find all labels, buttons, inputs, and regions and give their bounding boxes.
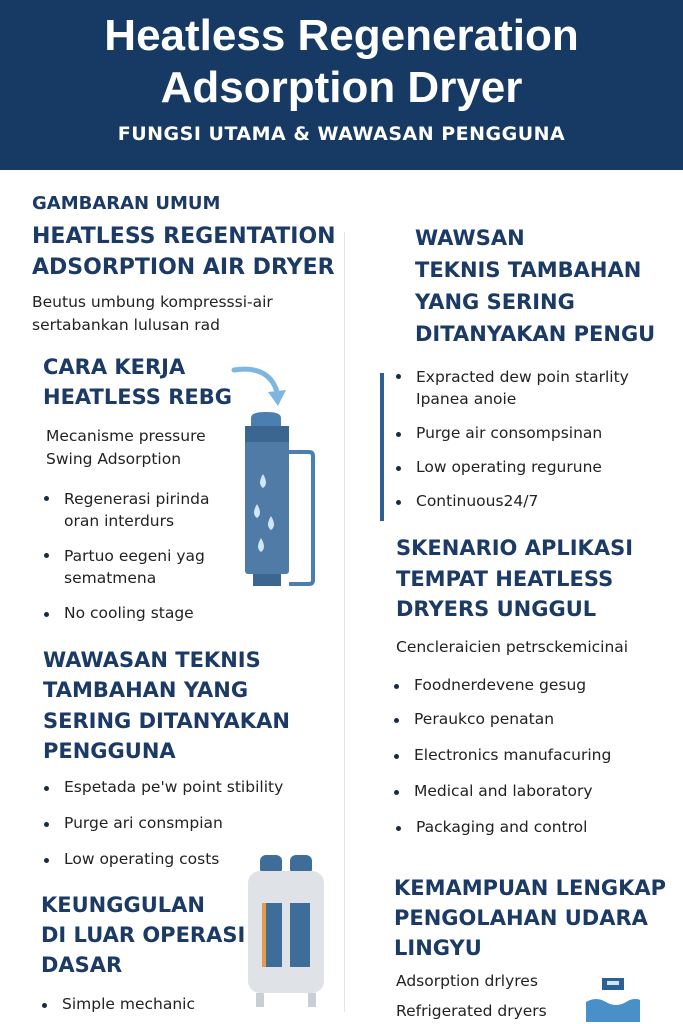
capabilities-item-1: Adsorption drlyres [396,972,538,990]
insights-left-bullet-3: Low operating costs [42,850,219,868]
insights-left-title-line1: WAWASAN TEKNIS [43,648,261,672]
insights-left-bullet-2: Purge ari consmpian [42,814,223,832]
insights-left-bullet-1: Espetada pe'w point stibility [42,778,283,796]
insights-right-bullet-1a: Expracted dew poin starlity Ipanea anoie [394,366,629,410]
overview-kicker: GAMBARAN UMUM [32,193,221,214]
overview-desc-line1: Beutus umbung kompresssi-air [32,293,273,311]
overview-title-line1: HEATLESS REGENTATION [32,224,336,249]
how-it-works-title-line1: CARA KERJA [43,355,186,379]
scenarios-title-line2: TEMPAT HEATLESS [396,567,614,591]
advantages-title-line1: KEUNGGULAN [41,893,205,917]
insights-right-bullet-2: Purge air consompsinan [394,424,602,442]
capabilities-item-2: Refrigerated dryers [396,1002,547,1020]
insights-left-title-line4: PENGGUNA [43,739,176,763]
insights-right-title-line2: TEKNIS TAMBAHAN [415,258,642,282]
scenarios-bullet-2: Peraukco penatan [392,710,554,728]
insights-right-bullet-3: Low operating regurune [394,458,602,476]
advantages-title-line3: DASAR [41,953,123,977]
insights-right-bullet-4: Continuous24/7 [394,492,538,510]
overview-desc-line2: sertabankan lulusan rad [32,316,220,334]
insights-left-title-line3: SERING DITANYAKAN [43,709,290,733]
page-title-line1: Heatless Regeneration [104,11,579,60]
scenarios-desc: Cencleraicien petrsckemicinai [396,638,629,656]
small-dryer-icon [586,976,642,1022]
scenarios-bullet-5: Packaging and control [394,818,587,836]
scenarios-title-line3: DRYERS UNGGUL [396,597,597,621]
how-bullet-1a: Regenerasi pirinda oran interdurs [42,488,210,532]
how-bullet-3: No cooling stage [42,604,194,622]
capabilities-title-line2: PENGOLAHAN UDARA [394,906,648,930]
scenarios-bullet-3: Electronics manufacuring [392,746,611,764]
page-subtitle: FUNGSI UTAMA & WAWASAN PENGGUNA [117,123,566,145]
how-it-works-desc-line1: Mecanisme pressure [46,427,206,445]
insights-right-title-line1: WAWSAN [415,226,525,250]
how-it-works-desc-line2: Swing Adsorption [46,450,182,468]
accent-bar [380,373,384,521]
insights-right-title-line4: DITANYAKAN PENGU [415,322,656,346]
advantages-bullet-1: Simple mechanic [40,995,195,1013]
curved-arrow-icon [230,362,290,410]
how-it-works-title-line2: HEATLESS REBG [43,385,232,409]
how-bullet-2a: Partuo eegeni yag sematmena [42,545,205,589]
insights-right-title-line3: YANG SERING [415,290,575,314]
scenarios-title-line1: SKENARIO APLIKASI [396,536,634,560]
advantages-title-line2: DI LUAR OPERASI [41,923,246,947]
page-title-line2: Adsorption Dryer [160,63,523,112]
header-banner [0,0,683,170]
scenarios-bullet-4: Medical and laboratory [392,782,593,800]
scenarios-bullet-1: Foodnerdevene gesug [392,676,586,694]
dryer-tower-icon [243,412,317,588]
column-divider [344,232,345,1012]
twin-tank-dryer-icon [246,853,328,1011]
overview-title-line2: ADSORPTION AIR DRYER [32,255,335,280]
capabilities-title-line3: LINGYU [394,936,482,960]
insights-left-title-line2: TAMBAHAN YANG [43,678,249,702]
capabilities-title-line1: KEMAMPUAN LENGKAP [394,876,667,900]
